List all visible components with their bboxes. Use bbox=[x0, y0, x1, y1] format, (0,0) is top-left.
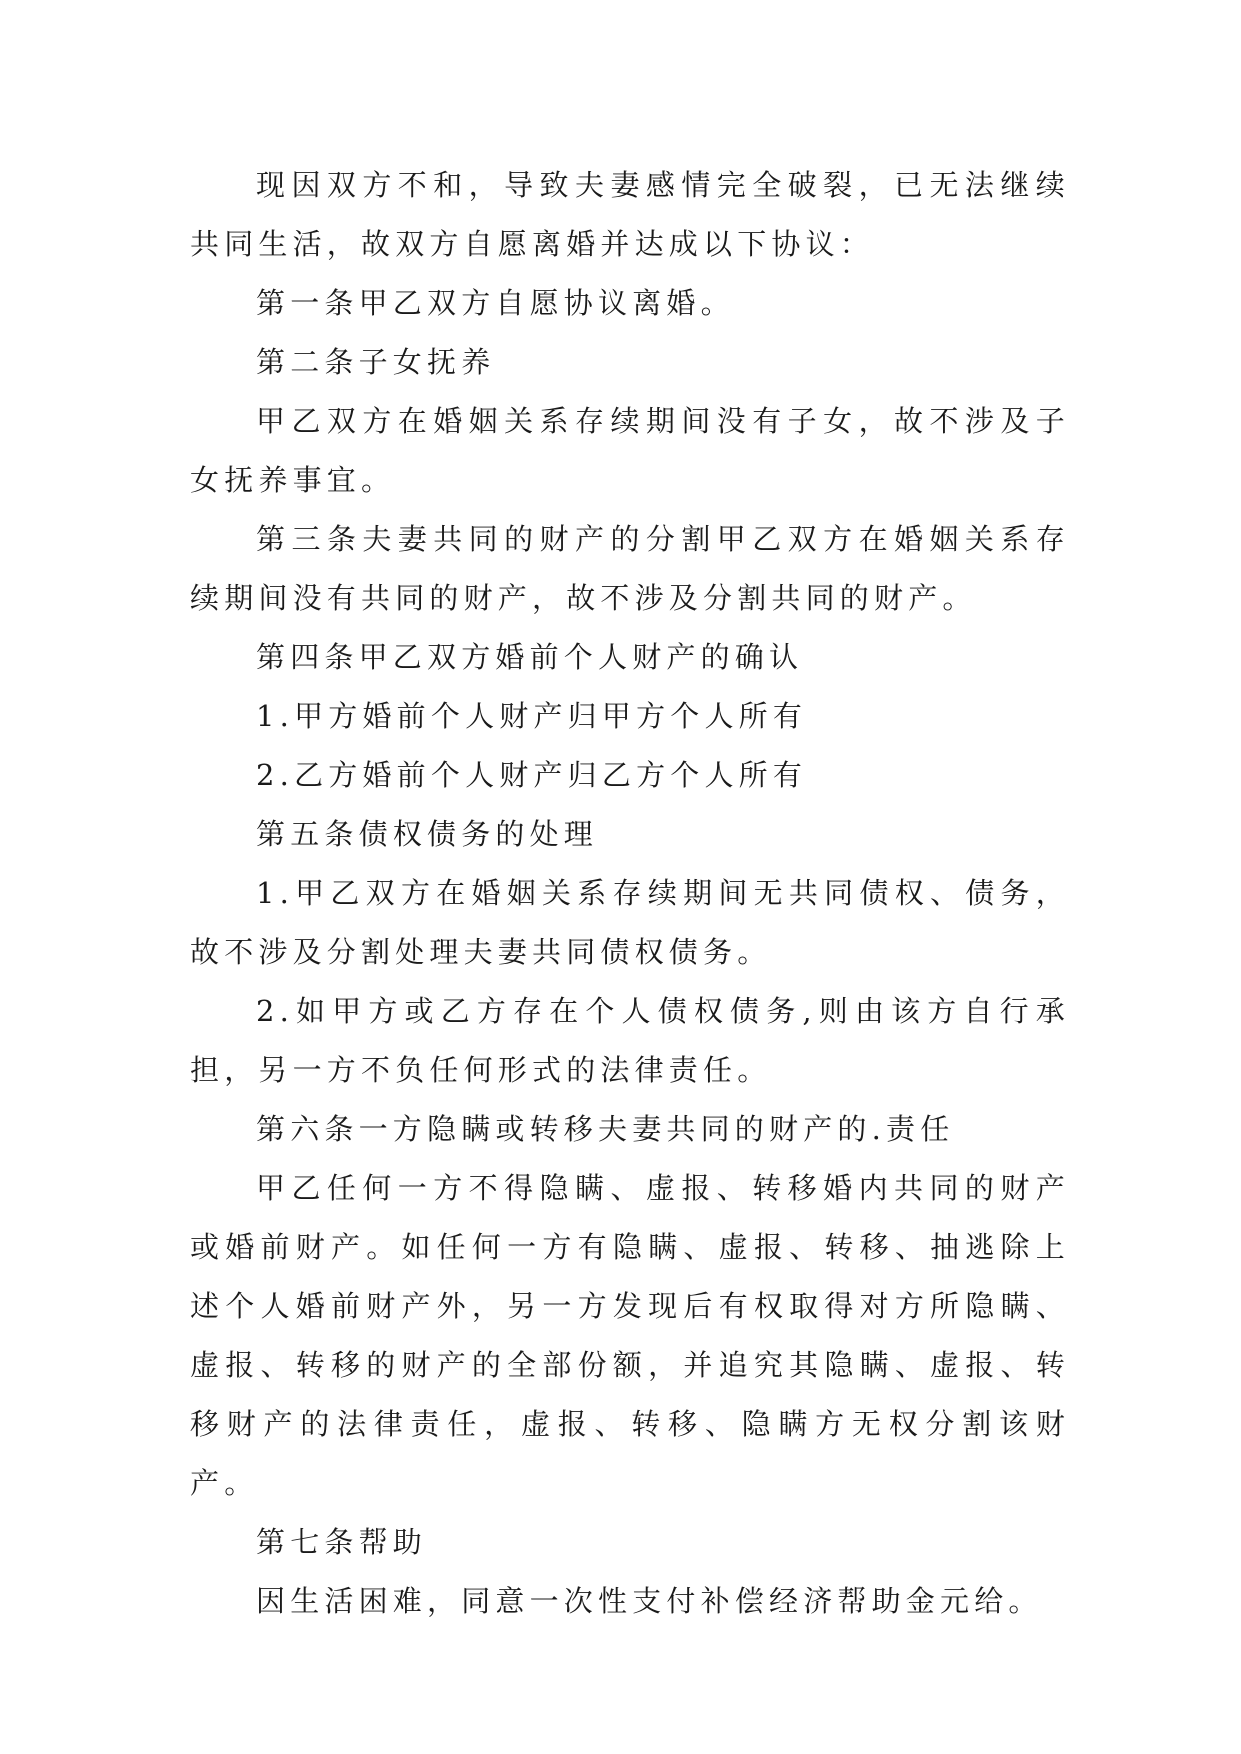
paragraph-intro: 现因双方不和，导致夫妻感情完全破裂，已无法继续共同生活，故双方自愿离婚并达成以下协议： bbox=[190, 168, 1070, 261]
article-6-heading: 第六条一方隐瞒或转移夫妻共同的财产的.责任 bbox=[256, 1112, 955, 1146]
article-2-body: 甲乙双方在婚姻关系存续期间没有子女，故不涉及子女抚养事宜。 bbox=[190, 404, 1070, 497]
article-4-heading: 第四条甲乙双方婚前个人财产的确认 bbox=[256, 640, 804, 674]
article-4-item-2: 2.乙方婚前个人财产归乙方个人所有 bbox=[256, 758, 808, 792]
article-4-item-1: 1.甲方婚前个人财产归甲方个人所有 bbox=[256, 699, 808, 733]
document-body bbox=[190, 156, 1070, 1631]
article-2-heading: 第二条子女抚养 bbox=[256, 345, 496, 379]
article-6-body: 甲乙任何一方不得隐瞒、虚报、转移婚内共同的财产或婚前财产。如任何一方有隐瞒、虚报、转移、抽逃除上述个人婚前财产外，另一方发现后有权取得对方所隐瞒、虚报、转移的财产的全部份额，并追究其隐瞒、虚报、转移财产的法律责任，虚报、转移、隐瞒方无权分割该财产。 bbox=[190, 1171, 1070, 1500]
article-1: 第一条甲乙双方自愿协议离婚。 bbox=[256, 286, 735, 320]
article-5-item-1: 1.甲乙双方在婚姻关系存续期间无共同债权、债务，故不涉及分割处理夫妻共同债权债务。 bbox=[190, 876, 1070, 969]
article-7-body: 因生活困难，同意一次性支付补偿经济帮助金元给。 bbox=[256, 1584, 1043, 1618]
article-5-heading: 第五条债权债务的处理 bbox=[256, 817, 599, 851]
article-3: 第三条夫妻共同的财产的分割甲乙双方在婚姻关系存续期间没有共同的财产，故不涉及分割共同的财产。 bbox=[190, 522, 1070, 615]
article-7-heading: 第七条帮助 bbox=[256, 1525, 428, 1559]
article-5-item-2: 2.如甲方或乙方存在个人债权债务,则由该方自行承担，另一方不负任何形式的法律责任。 bbox=[190, 994, 1070, 1087]
